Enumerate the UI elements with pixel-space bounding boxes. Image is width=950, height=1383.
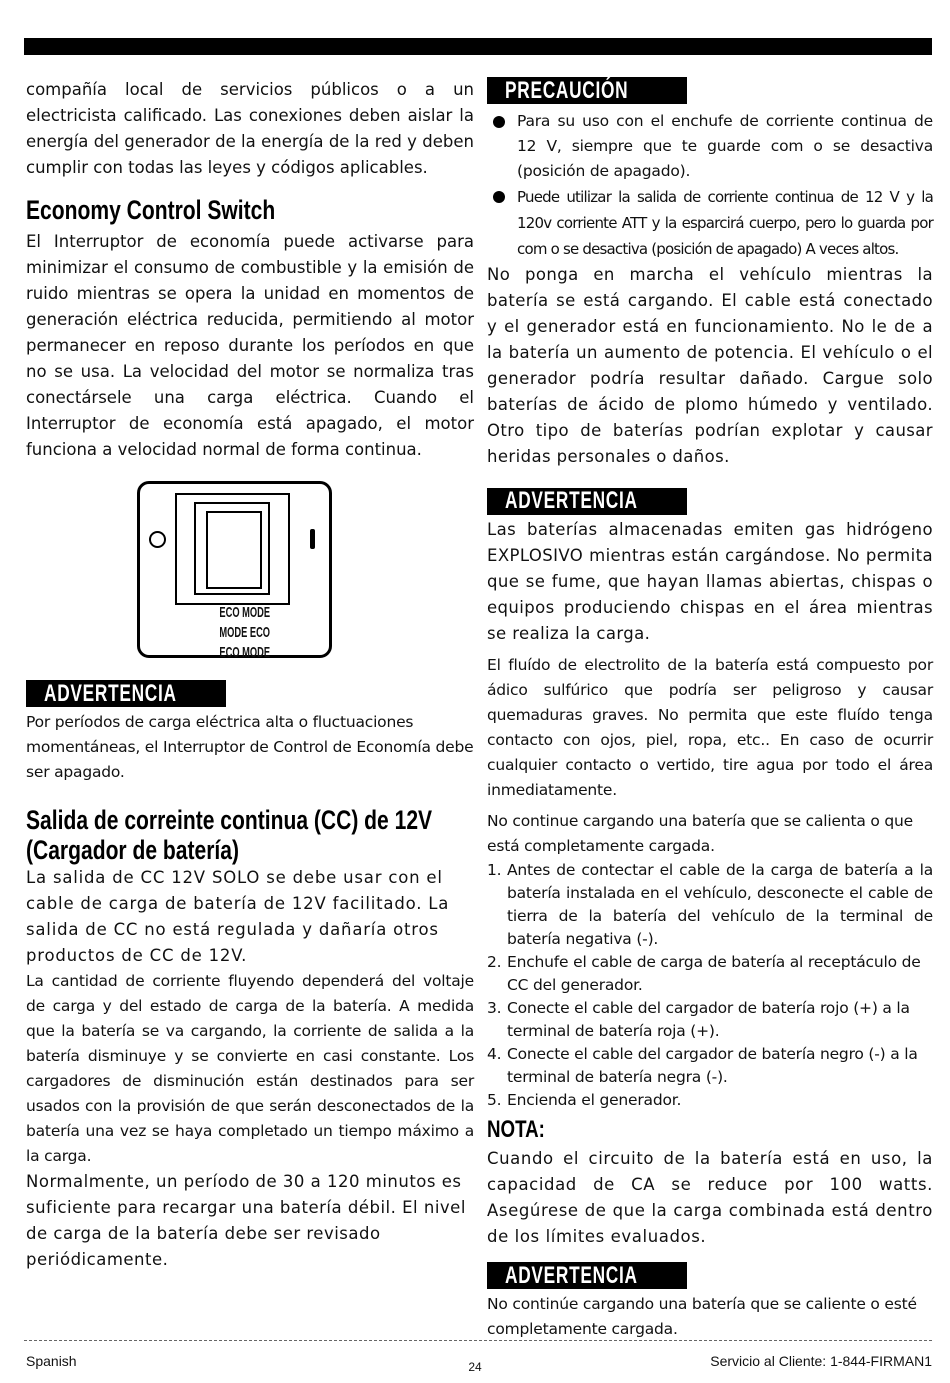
adv1-paragraph-1: Las baterías almacenadas emiten gas hidrógeno EXPLOSIVO mientras están cargándose. No permita que se fume, que hayan llamas abiertas, chispas o equipos produciendo chispas en el área mientras se realiza la carga. <box>487 520 933 643</box>
list-item: 2. Enchufe el cable de carga de batería al receptáculo de CC del generador. <box>487 953 921 994</box>
switch-label: ECO MODE <box>219 604 271 621</box>
footer-service: Servicio al Cliente: 1-844-FIRMAN1 <box>710 1353 932 1369</box>
advertencia-label: ADVERTENCIA <box>26 680 226 707</box>
dc-heading-line2: (Cargador de batería) <box>26 834 239 865</box>
switch-labels <box>219 603 271 663</box>
eco-heading: Economy Control Switch <box>26 195 276 225</box>
steps-list <box>487 859 933 1112</box>
dc-heading-line1: Salida de correinte continua (CC) de 12V <box>26 804 433 835</box>
eco-paragraph: El Interruptor de economía puede activarse para minimizar el consumo de combustible y la emisión de ruido mientras se opera la unidad en momentos de generación eléctrica reducida, permitiendo al motor permanecer en reposo durante los períodos en que no se usa. La velocidad del motor se normaliza tras conectársele una carga eléctrica. Cuando el Interruptor de economía está apagado, el motor funciona a velocidad normal de forma continua. <box>26 232 474 459</box>
advertencia-block-left <box>26 680 474 785</box>
adv1-paragraph-2: El fluído de electrolito de la batería está compuesto por ádico sulfúrico que podría ser peligroso y causar quemaduras graves. No permita que este fluído tenga contacto con ojos, piel, ropa, etc.. En caso de ocurrir cualquier contacto o vertido, tire agua por todo el área inmediatamente. <box>487 656 933 799</box>
precaucion-text: No ponga en marcha el vehículo mientras la batería se está cargando. El cable está conectado y el generador está en funcionamiento. No le de a la batería un aumento de potencia. El vehículo o el generador podría resultar dañado. Cargue solo baterías de ácido de plomo húmedo y ventilado. Otro tipo de baterías podrían explotar y causar heridas personales o daños. <box>487 264 933 466</box>
list-item: Para su uso con el enchufe de corriente continua de 12 V, siempre que te guarde com o se desactiva (posición de apagado). <box>487 109 933 184</box>
switch-frame <box>175 493 290 605</box>
list-item: Puede utilizar la salida de corriente continua de 12 V y la 120v corriente ATT y la esparcirá cuerpo, pero lo guarda por com o se desactiva (posición de apagado) A veces altos. <box>487 184 933 262</box>
footer-language: Spanish <box>26 1353 77 1369</box>
nota-heading: NOTA: <box>487 1116 545 1143</box>
list-item: 1. Antes de contectar el cable de la carga de batería a la batería instalada en el vehículo, desconecte el cable de tierra de la batería del vehículo de la terminal de batería negativa (-). <box>487 861 933 948</box>
switch-label: MODE ECO <box>219 624 271 641</box>
footer-divider <box>24 1340 932 1341</box>
list-item: 4. Conecte el cable del cargador de batería negro (-) a la terminal de batería negra (-). <box>487 1045 918 1086</box>
adv1-paragraph-3: No continue cargando una batería que se calienta o que está completamente cargada. <box>487 812 913 855</box>
dc-paragraph-3: Normalmente, un período de 30 a 120 minutos es suficiente para recargar una batería débil. El nivel de carga de la batería debe ser revisado periódicamente. <box>26 1171 466 1269</box>
precaucion-list <box>487 109 933 262</box>
nota-text: Cuando el circuito de la batería está en uso, la capacidad de CA se reduce por 100 watts. Asegúrese de que la carga combinada está dentro de los límites evaluados. <box>487 1149 933 1246</box>
advertencia-label: ADVERTENCIA <box>487 488 687 515</box>
intro-paragraph: compañía local de servicios públicos o a un electricista calificado. Las conexiones deben aislar la energía del generador de la energía de la red y deben cumplir con todas las leyes y códigos aplicables. <box>26 80 474 177</box>
precaucion-label: PRECAUCIÓN <box>487 77 687 104</box>
dc-paragraph-2: La cantidad de corriente fluyendo dependerá del voltaje de carga y del estado de carga de la batería. A medida que la batería se va cargando, la corriente de salida a la batería disminuye y se convierte en casi constante. Los cargadores de disminución están destinados para ser usados con la provisión de que serán desconectados de la batería una vez se haya completado un tiempo máximo a la carga. <box>26 971 474 1165</box>
eco-switch-illustration <box>137 481 332 661</box>
page-number: 24 <box>468 1360 482 1374</box>
left-column <box>26 77 474 1273</box>
right-column <box>487 77 933 1342</box>
advertencia-label: ADVERTENCIA <box>487 1262 687 1289</box>
rocker-switch-icon <box>194 502 270 595</box>
list-item: 5. Encienda el generador. <box>487 1091 682 1109</box>
switch-label: ECO MODE <box>219 644 271 661</box>
on-line-icon <box>310 529 315 549</box>
header-bar <box>24 38 932 55</box>
advertencia-text: Por períodos de carga eléctrica alta o fluctuaciones momentáneas, el Interruptor de Control de Economía debe ser apagado. <box>26 712 474 781</box>
bullet-icon <box>493 191 505 203</box>
dc-paragraph-1: La salida de CC 12V SOLO se debe usar con el cable de carga de batería de 12V facilitado. La salida de CC no está regulada y dañaría otros productos de CC de 12V. <box>26 867 450 965</box>
list-item: 3. Conecte el cable del cargador de batería rojo (+) a la terminal de batería roja (+). <box>487 999 910 1040</box>
bullet-icon <box>493 116 505 128</box>
adv2-text: No continúe cargando una batería que se caliente o esté completamente cargada. <box>487 1294 917 1338</box>
off-circle-icon <box>149 531 166 548</box>
